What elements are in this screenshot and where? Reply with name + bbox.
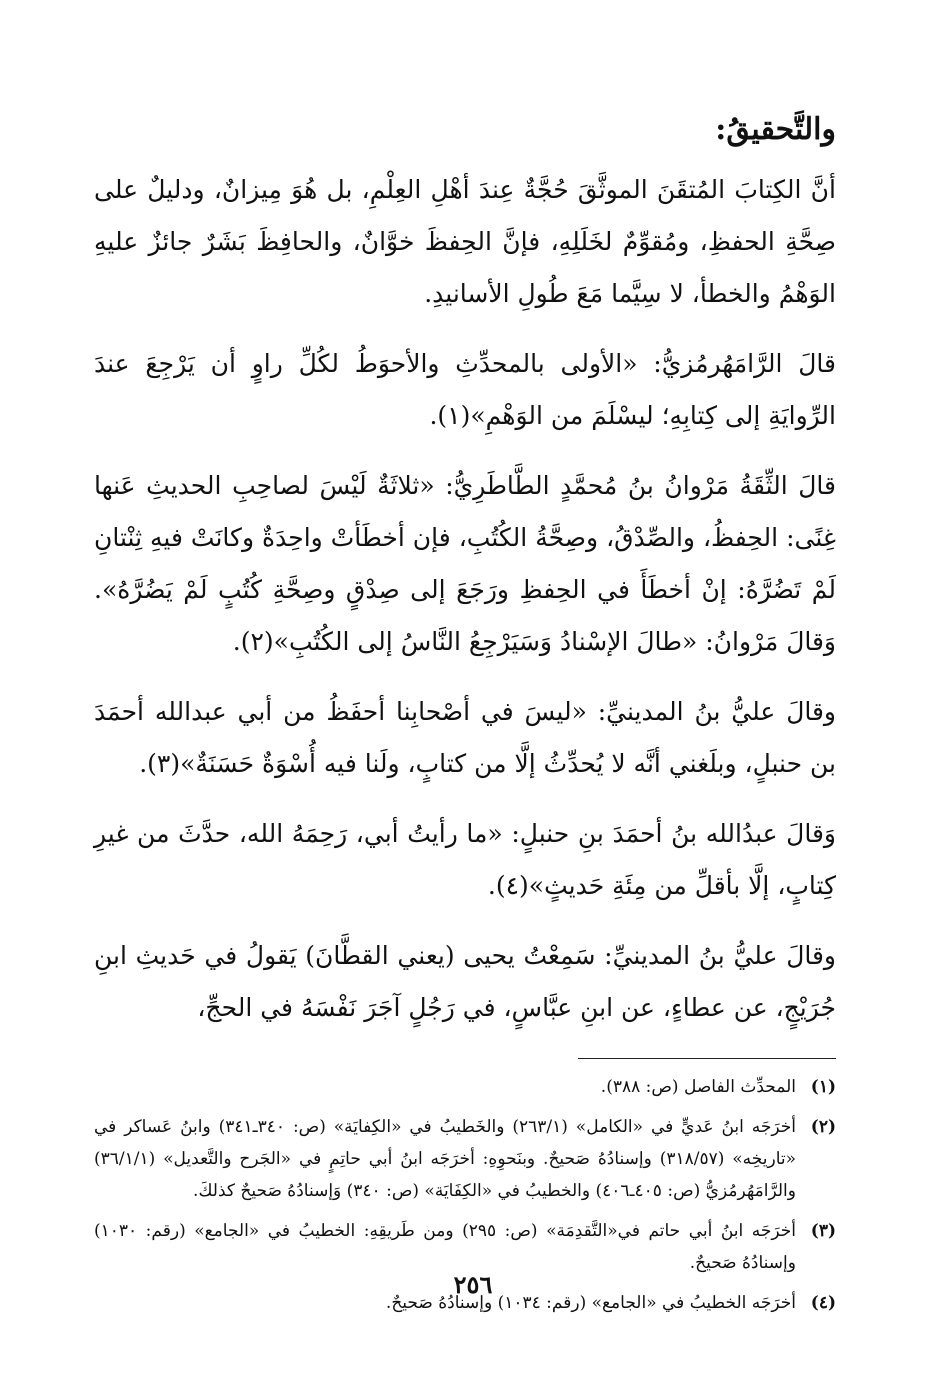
- footnote-divider: [578, 1058, 836, 1059]
- footnote-text: أخرَجَه ابنُ عَديٍّ في «الكامل» (٢٦٣/١) والخَطيبُ في «الكِفايَة» (ص: ٣٤٠ـ٣٤١) وابنُ عَساكر في «تاريخِه» (٣١٨/٥٧) وإسنادُهُ صَحيحٌ. وبنَحوِهِ: أخرَجَه ابنُ أبي حاتِمٍ في «الجَرح والتَّعديل» (٣٦/١/١) والرَّامَهُرمُزيُّ (ص: ٤٠٥ـ٤٠٦) والخطيبُ في «الكِفَايَة» (ص: ٣٤٠) وَإسنادُهُ صَحيحٌ كذلكَ.: [94, 1117, 797, 1201]
- footnote-text: المحدِّث الفاصل (ص: ٣٨٨).: [600, 1077, 796, 1097]
- footnote-number: (٤): [810, 1293, 836, 1313]
- body-text: [94, 164, 836, 1034]
- page-number: ٢٥٦: [453, 1270, 493, 1299]
- footnote-number: (١): [810, 1077, 836, 1097]
- paragraph: أنَّ الكِتابَ المُتقَنَ الموثَّقَ حُجَّةٌ عِندَ أهْلِ العِلْمِ، بل هُوَ مِيزانٌ، ودليلٌ على صِحَّةِ الحفظِ، ومُقوِّمٌ لخَلَلِهِ، فإنَّ الحِفظَ خوَّانٌ، والحافِظَ بَشَرٌ جائزٌ عليهِ الوَهْمُ والخطأ، لا سِيَّما مَعَ طُولِ الأسانيدِ.: [94, 175, 836, 308]
- paragraph: قالَ الثِّقَةُ مَرْوانُ بنُ مُحمَّدٍ الطَّاطَرِيُّ: «ثلاثَةٌ لَيْسَ لصاحِبِ الحديثِ عَنها غِنًى: الحِفظُ، والصِّدْقُ، وصِحَّةُ الكُتُبِ، فإن أخطَأتْ واحِدَةٌ وكانَتْ فيهِ ثِنْتانِ لَمْ تَضُرَّهُ: إنْ أخطَأَ في الحِفظِ ورَجَعَ إلى صِدْقٍ وصِحَّةِ كُتُبٍ لَمْ يَضُرَّهُ». وَقالَ مَرْوانُ: «طالَ الإسْنادُ وَسَيَرْجِعُ النَّاسُ إلى الكُتُبِ»(٢).: [94, 471, 836, 656]
- footnote-number: (٣): [810, 1221, 836, 1241]
- paragraph: وقالَ عليُّ بنُ المدينيِّ: «ليسَ في أصْحابِنا أحفَظُ من أبي عبدالله أحمَدَ بن حنبلٍ، وبلَغني أنَّه لا يُحدِّثُ إلَّا من كتابٍ، ولَنا فيه أُسْوَةٌ حَسَنَةٌ»(٣).: [94, 697, 836, 778]
- footnote: [94, 1071, 836, 1103]
- footnote-number: (٢): [810, 1117, 836, 1137]
- footnote-text: أخرَجَه ابنُ أبي حاتم في«التَّقدِمَة» (ص: ٢٩٥) ومن طَريقِهِ: الخطيبُ في «الجامع» (رقم: ١٠٣٠) وإسنادُهُ صَحيحٌ.: [94, 1221, 796, 1273]
- section-heading: والتَّحقيقُ:: [715, 112, 836, 147]
- footnote: [94, 1111, 836, 1207]
- footnote-text: أخرَجَه الخطيبُ في «الجامع» (رقم: ١٠٣٤) وإسنادُهُ صَحيحٌ.: [385, 1293, 796, 1313]
- paragraph: قالَ الرَّامَهُرمُزيُّ: «الأولى بالمحدِّثِ والأحوَطُ لكُلِّ راوٍ أن يَرْجِعَ عندَ الرِّوايَةِ إلى كِتابِهِ؛ ليسْلَمَ من الوَهْمِ»(١).: [94, 349, 836, 430]
- paragraph: وَقالَ عبدُالله بنُ أحمَدَ بنِ حنبلٍ: «ما رأيتُ أبي، رَحِمَهُ الله، حدَّثَ من غيرِ كِتابٍ، إلَّا بأقلِّ من مِئَةِ حَديثٍ»(٤).: [94, 819, 836, 900]
- paragraph: وقالَ عليُّ بنُ المدينيِّ: سَمِعْتُ يحيى (يعني القطَّانَ) يَقولُ في حَديثِ ابنِ جُرَيْجٍ، عن عطاءٍ، عن ابنِ عبَّاسٍ، في رَجُلٍ آجَرَ نَفْسَهُ في الحجِّ،: [94, 941, 836, 1022]
